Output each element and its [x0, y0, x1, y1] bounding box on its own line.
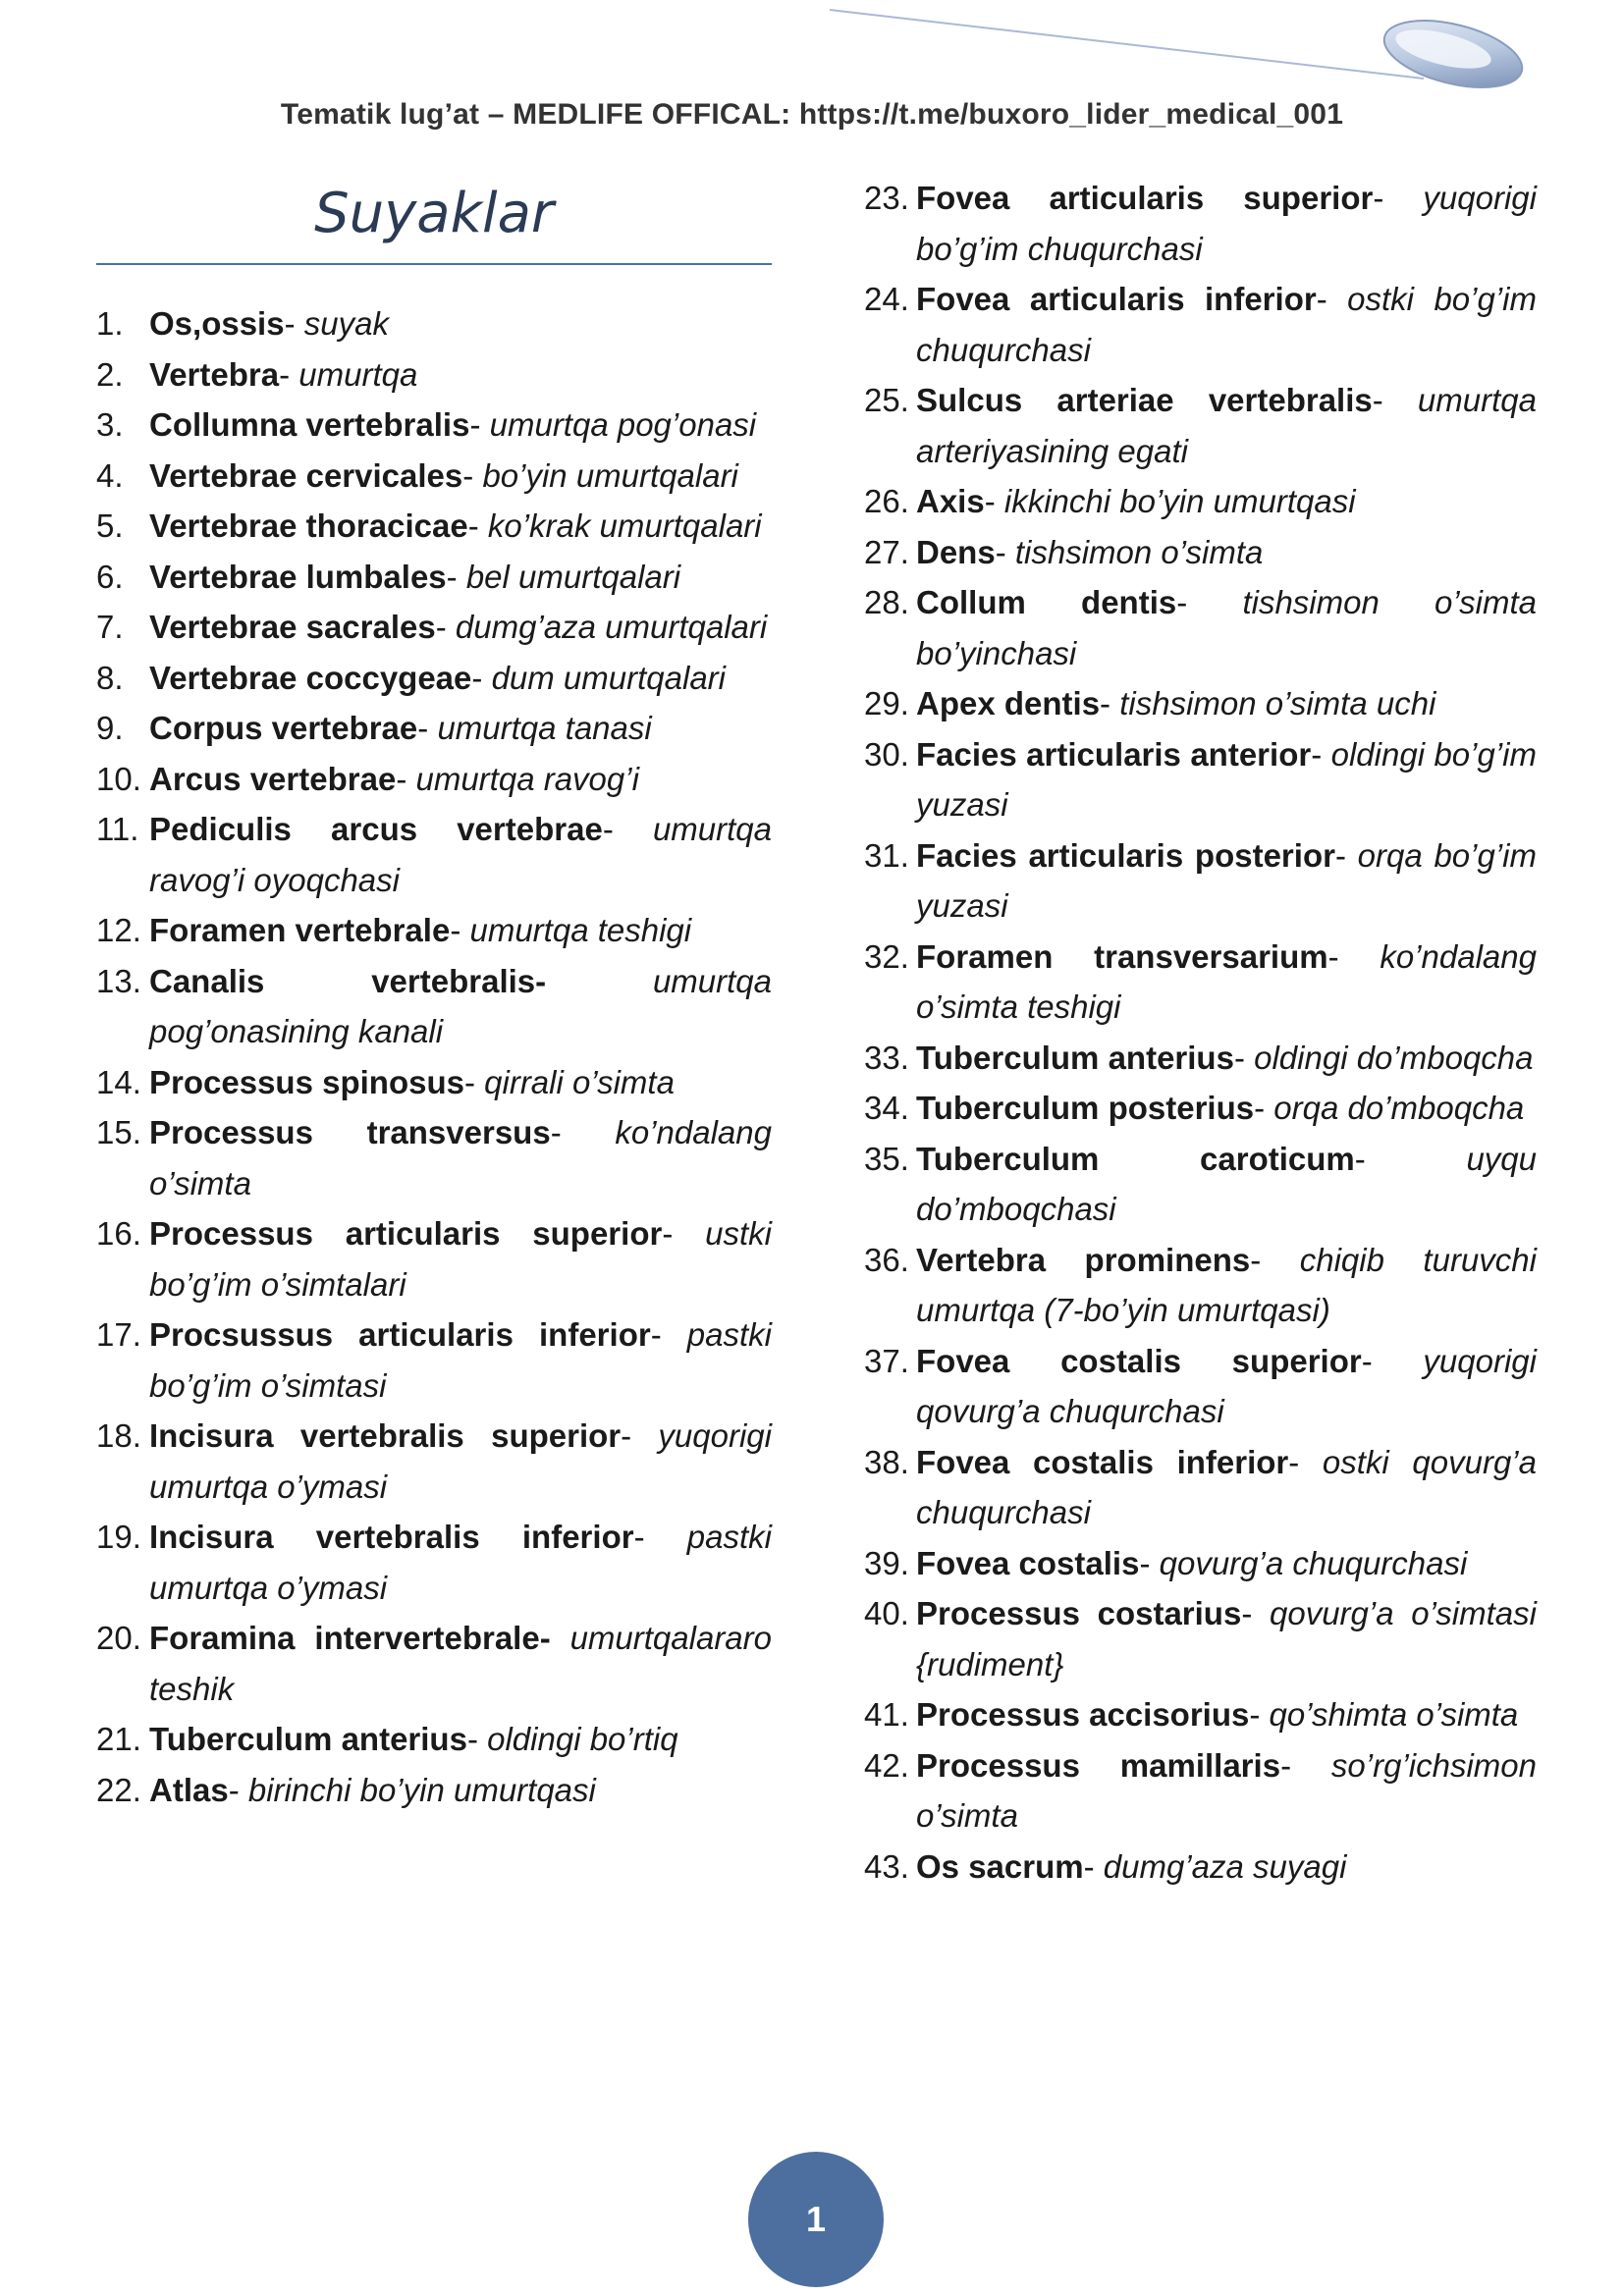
left-column	[96, 173, 772, 1815]
glossary-entry	[864, 1842, 1537, 1893]
entry-separator: -	[396, 760, 416, 797]
entry-separator: -	[1233, 1039, 1255, 1076]
entry-separator: -	[450, 912, 470, 948]
entry-number: 24.	[864, 281, 909, 317]
glossary-entry	[864, 729, 1537, 830]
entry-translation: yuqorigi qovurg’a chuqurchasi	[916, 1342, 1537, 1429]
glossary-entry	[96, 602, 772, 653]
glossary-entry	[864, 1134, 1537, 1235]
entry-separator: -	[1327, 937, 1380, 975]
entry-separator: -	[662, 1215, 706, 1252]
entry-separator: -	[1280, 1746, 1331, 1784]
entry-translation: umurtqa pog’onasi	[489, 406, 757, 443]
entry-term: Tuberculum anterius	[916, 1039, 1234, 1076]
entry-number: 37.	[864, 1342, 909, 1379]
entry-separator: -	[1176, 584, 1243, 620]
entry-number: 10.	[96, 760, 141, 797]
glossary-entry	[96, 956, 772, 1057]
entry-translation: ko’krak umurtqalari	[487, 507, 762, 544]
glossary-entry	[96, 451, 772, 502]
entry-translation: birinchi bo’yin umurtqasi	[247, 1771, 596, 1808]
entry-translation: dumg’aza suyagi	[1103, 1847, 1347, 1885]
entry-number: 15.	[96, 1114, 141, 1150]
entry-translation: ko’ndalang o’simta	[149, 1114, 772, 1201]
entry-term: Vertebrae coccygeae	[149, 659, 472, 696]
entry-number: 20.	[96, 1620, 141, 1656]
glossary-entry	[96, 653, 772, 704]
entry-separator: -	[1249, 1696, 1270, 1733]
glossary-entry	[96, 1208, 772, 1309]
entry-number: 5.	[96, 507, 124, 544]
entry-translation: umurtqa tanasi	[437, 710, 652, 746]
entry-number: 21.	[96, 1721, 141, 1757]
entry-translation: pastki umurtqa o’ymasi	[149, 1519, 772, 1606]
entry-term: Vertebra prominens	[916, 1241, 1251, 1278]
entry-separator: -	[417, 710, 438, 746]
entry-separator: -	[1250, 1241, 1300, 1278]
glossary-entry	[864, 678, 1537, 729]
entry-number: 18.	[96, 1417, 141, 1454]
entry-number: 2.	[96, 355, 124, 393]
entry-translation: umurtqa	[298, 355, 418, 393]
entry-number: 19.	[96, 1519, 141, 1555]
entry-translation: tishsimon o’simta	[1014, 533, 1264, 570]
glossary-entry	[864, 476, 1537, 527]
entry-separator: -	[650, 1316, 687, 1353]
entry-term: Procsussus articularis inferior	[149, 1316, 651, 1353]
entry-translation: qirrali o’simta	[484, 1063, 675, 1100]
entry-term: Dens	[916, 533, 996, 570]
entry-separator: -	[1361, 1342, 1424, 1379]
glossary-entry	[96, 1309, 772, 1411]
page-number-badge: 1	[748, 2152, 884, 2287]
glossary-entry	[96, 1107, 772, 1208]
entry-term: Apex dentis	[916, 685, 1101, 721]
entry-translation: umurtqa teshigi	[469, 912, 692, 948]
entry-translation: bel umurtqalari	[465, 558, 681, 595]
entry-term: Facies articularis anterior	[916, 735, 1312, 773]
entry-separator: -	[462, 456, 483, 494]
right-column	[864, 173, 1537, 1892]
glossary-entry	[96, 804, 772, 905]
entry-number: 34.	[864, 1090, 909, 1126]
glossary-entry	[864, 274, 1537, 375]
entry-translation: oldingi bo’rtiq	[487, 1721, 678, 1757]
entry-number: 38.	[864, 1443, 909, 1480]
entry-translation: dumg’aza umurtqalari	[455, 609, 768, 645]
entry-number: 40.	[864, 1595, 909, 1631]
entry-separator: -	[1373, 180, 1424, 216]
entry-term: Fovea articularis inferior	[916, 281, 1317, 317]
entry-term: Atlas	[149, 1771, 229, 1808]
glossary-entry	[96, 552, 772, 603]
entry-number: 42.	[864, 1746, 909, 1784]
entry-term: Tuberculum posterius	[916, 1090, 1255, 1126]
entry-term: Foramen vertebrale	[149, 912, 451, 948]
entry-term: Vertebrae lumbales	[149, 558, 447, 595]
entry-term: Collum dentis	[916, 584, 1177, 620]
glossary-entry	[96, 905, 772, 956]
entry-separator: -	[602, 811, 653, 847]
entry-term: Processus costarius	[916, 1595, 1242, 1631]
entry-term: Processus transversus	[149, 1114, 551, 1150]
entry-term: Foramen transversarium	[916, 937, 1328, 975]
entry-term: Pediculis arcus vertebrae	[149, 811, 603, 847]
entry-term: Os,ossis	[149, 305, 285, 342]
entry-translation: tishsimon o’simta bo’yinchasi	[916, 584, 1537, 671]
entry-number: 25.	[864, 382, 909, 418]
entry-number: 12.	[96, 912, 141, 948]
entry-separator: -	[471, 659, 492, 696]
entry-separator: -	[467, 507, 488, 544]
entry-number: 30.	[864, 735, 909, 773]
entry-separator: -	[984, 483, 1004, 519]
entry-number: 4.	[96, 456, 124, 494]
entry-separator: -	[469, 406, 490, 443]
glossary-entry	[96, 1765, 772, 1816]
entry-term: Tuberculum anterius	[149, 1721, 467, 1757]
entry-term: Fovea costalis superior	[916, 1342, 1362, 1379]
entry-term: Canalis vertebralis-	[149, 962, 547, 999]
entry-translation: umurtqa ravog’i oyoqchasi	[149, 811, 772, 898]
entry-translation: yuqorigi umurtqa o’ymasi	[149, 1417, 772, 1505]
entry-separator: -	[1288, 1443, 1323, 1480]
glossary-entry	[96, 754, 772, 805]
entry-number: 27.	[864, 533, 909, 570]
glossary-entry	[864, 1538, 1537, 1589]
glossary-entry	[864, 1588, 1537, 1689]
entry-number: 17.	[96, 1316, 141, 1353]
entry-number: 11.	[96, 811, 139, 847]
entry-number: 1.	[96, 305, 124, 342]
entry-separator: -	[463, 1063, 485, 1100]
entry-number: 16.	[96, 1215, 141, 1252]
entry-number: 23.	[864, 180, 909, 216]
entry-term: Incisura vertebralis inferior	[149, 1519, 634, 1555]
entry-separator: -	[284, 305, 304, 342]
glossary-entry	[864, 1740, 1537, 1842]
entry-number: 3.	[96, 406, 124, 443]
glossary-entry	[864, 1437, 1537, 1538]
entry-term: Processus spinosus	[149, 1063, 464, 1100]
entry-term: Axis	[916, 483, 985, 519]
entry-term: Fovea costalis inferior	[916, 1443, 1289, 1480]
entry-translation: so’rg’ichsimon o’simta	[916, 1746, 1537, 1834]
entry-separator: -	[633, 1519, 687, 1555]
entry-separator: -	[279, 355, 299, 393]
entry-number: 35.	[864, 1140, 909, 1177]
entry-number: 8.	[96, 659, 124, 696]
entry-translation: qovurg’a chuqurchasi	[1159, 1544, 1468, 1581]
glossary-entry	[864, 1235, 1537, 1336]
glossary-entry	[96, 1714, 772, 1765]
entry-number: 33.	[864, 1039, 909, 1076]
glossary-entry	[864, 1033, 1537, 1084]
entry-separator: -	[446, 558, 466, 595]
entry-number: 28.	[864, 584, 909, 620]
entry-separator: -	[1254, 1090, 1274, 1126]
entry-separator	[551, 1620, 570, 1656]
entry-separator	[546, 963, 653, 999]
entry-translation: umurtqa ravog’i	[415, 760, 639, 797]
entry-number: 43.	[864, 1847, 909, 1885]
glossary-entry	[96, 1411, 772, 1512]
entry-term: Fovea articularis superior	[916, 180, 1374, 216]
entry-number: 41.	[864, 1696, 909, 1733]
glossary-entry	[864, 830, 1537, 932]
entry-separator: -	[621, 1417, 659, 1454]
entry-term: Vertebrae thoracicae	[149, 507, 468, 544]
glossary-entry	[96, 501, 772, 552]
entry-term: Os sacrum	[916, 1847, 1084, 1885]
entry-separator: -	[1372, 382, 1418, 418]
glossary-entry	[96, 1613, 772, 1714]
entry-translation: oldingi bo’g’im yuzasi	[916, 735, 1537, 823]
entry-separator: -	[466, 1721, 488, 1757]
entry-translation: orqa do’mboqcha	[1273, 1090, 1525, 1126]
entry-number: 22.	[96, 1771, 141, 1808]
entry-translation: ikkinchi bo’yin umurtqasi	[1003, 483, 1356, 519]
entry-translation: orqa bo’g’im yuzasi	[916, 836, 1537, 924]
entry-term: Facies articularis posterior	[916, 836, 1335, 874]
entry-translation: bo’yin umurtqalari	[482, 456, 738, 494]
entry-separator: -	[1316, 281, 1348, 317]
glossary-entry	[96, 703, 772, 754]
entry-number: 31.	[864, 836, 909, 874]
entry-separator: -	[1354, 1140, 1467, 1177]
entry-term: Vertebrae cervicales	[149, 456, 463, 494]
entry-separator: -	[1241, 1595, 1270, 1631]
term-list-left	[96, 298, 772, 1815]
entry-number: 13.	[96, 962, 141, 999]
entry-number: 32.	[864, 937, 909, 975]
entry-term: Processus articularis superior	[149, 1215, 663, 1252]
entry-number: 14.	[96, 1063, 141, 1100]
glossary-entry	[864, 1083, 1537, 1134]
entry-term: Sulcus arteriae vertebralis	[916, 382, 1373, 418]
entry-term: Fovea costalis	[916, 1544, 1140, 1581]
entry-term: Processus mamillaris	[916, 1746, 1281, 1784]
section-title: Suyaklar	[96, 183, 772, 265]
entry-separator: -	[435, 609, 456, 645]
entry-term: Incisura vertebralis superior	[149, 1417, 622, 1454]
entry-term: Foramina intervertebrale-	[149, 1620, 551, 1656]
entry-term: Corpus vertebrae	[149, 710, 418, 746]
entry-term: Vertebrae sacrales	[149, 609, 436, 645]
entry-translation: ustki bo’g’im o’simtalari	[149, 1215, 772, 1303]
entry-number: 9.	[96, 710, 124, 746]
entry-number: 6.	[96, 558, 124, 595]
entry-translation: umurtqa arteriyasining egati	[916, 382, 1537, 469]
entry-separator: -	[228, 1771, 248, 1808]
glossary-entry	[864, 1689, 1537, 1740]
glossary-entry	[864, 1336, 1537, 1437]
entry-translation: ko’ndalang o’simta teshigi	[916, 937, 1537, 1025]
entry-separator: -	[995, 533, 1015, 570]
glossary-entry	[96, 400, 772, 451]
entry-translation: dum umurtqalari	[491, 659, 726, 696]
entry-number: 36.	[864, 1241, 909, 1278]
entry-translation: ostki bo’g’im chuqurchasi	[916, 281, 1537, 368]
glossary-entry	[864, 577, 1537, 678]
entry-term: Vertebra	[149, 355, 280, 393]
entry-translation: ostki qovurg’a chuqurchasi	[916, 1443, 1537, 1530]
glossary-entry	[96, 349, 772, 400]
term-list-right	[864, 173, 1537, 1892]
glossary-entry	[864, 527, 1537, 578]
entry-separator: -	[1100, 685, 1120, 721]
entry-translation: qovurg’a o’simtasi {rudiment}	[916, 1595, 1537, 1682]
entry-translation: umurtqa pog’onasining kanali	[149, 962, 772, 1049]
entry-separator: -	[1083, 1847, 1104, 1885]
entry-number: 26.	[864, 483, 909, 519]
glossary-entry	[96, 298, 772, 349]
entry-term: Tuberculum caroticum	[916, 1140, 1355, 1177]
entry-separator: -	[1334, 836, 1358, 874]
entry-separator: -	[550, 1114, 616, 1150]
glossary-entry	[96, 1512, 772, 1613]
entry-translation: umurtqalararo teshik	[149, 1620, 773, 1707]
entry-number: 29.	[864, 685, 909, 721]
entry-translation: chiqib turuvchi umurtqa (7-bo’yin umurtqasi)	[916, 1241, 1537, 1328]
glossary-entry	[864, 932, 1537, 1033]
glossary-entry	[96, 1057, 772, 1108]
entry-translation: suyak	[303, 305, 389, 342]
entry-number: 39.	[864, 1544, 909, 1581]
entry-translation: uyqu do’mboqchasi	[916, 1140, 1537, 1227]
page-header: Tematik lug’at – MEDLIFE OFFICAL: https://t.me/buxoro_lider_medical_001	[280, 98, 1344, 131]
entry-translation: yuqorigi bo’g’im chuqurchasi	[916, 180, 1537, 267]
entry-translation: pastki bo’g’im o’simtasi	[149, 1316, 772, 1404]
entry-translation: oldingi do’mboqcha	[1254, 1039, 1534, 1076]
entry-separator: -	[1311, 735, 1331, 773]
glossary-entry	[864, 375, 1537, 476]
entry-number: 7.	[96, 609, 124, 645]
header-decoration	[0, 0, 1624, 108]
glossary-entry	[864, 173, 1537, 274]
entry-translation: qo’shimta o’simta	[1269, 1696, 1519, 1733]
entry-translation: tishsimon o’simta uchi	[1119, 685, 1436, 721]
entry-term: Collumna vertebralis	[149, 406, 470, 443]
entry-term: Processus accisorius	[916, 1696, 1250, 1733]
entry-term: Arcus vertebrae	[149, 760, 397, 797]
entry-separator: -	[1139, 1544, 1160, 1581]
